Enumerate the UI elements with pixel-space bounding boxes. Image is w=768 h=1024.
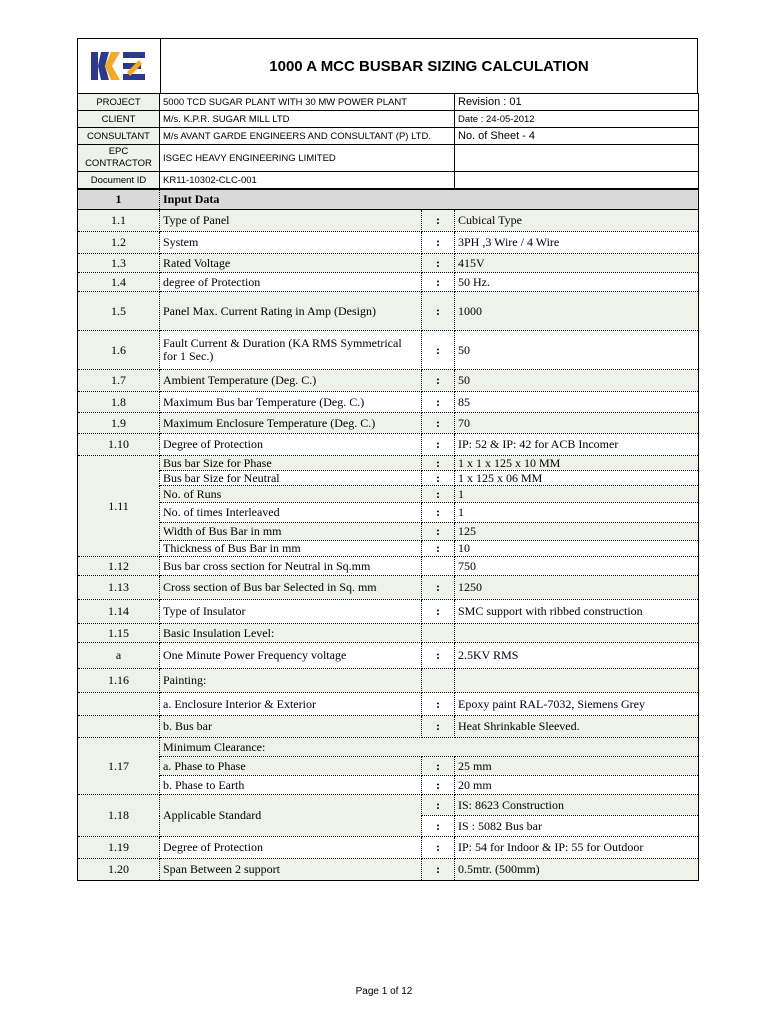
item-label: b. Phase to Earth — [160, 776, 422, 795]
project-row — [78, 94, 699, 111]
colon-separator: : — [422, 716, 455, 738]
item-number: 1.15 — [78, 624, 160, 643]
document-id-label: Document ID — [78, 172, 160, 189]
busbar-row — [78, 523, 699, 541]
data-row — [78, 693, 699, 716]
consultant-row — [78, 128, 699, 145]
client-label: CLIENT — [78, 111, 160, 128]
item-number: 1.17 — [78, 738, 160, 795]
colon-separator: : — [422, 254, 455, 273]
item-number: 1.8 — [78, 392, 160, 413]
client-value: M/s. K.P.R. SUGAR MILL LTD — [160, 111, 455, 128]
colon-separator: : — [422, 541, 455, 557]
item-value: 2.5KV RMS — [455, 643, 699, 669]
item-number: 1.9 — [78, 413, 160, 434]
item-value: Cubical Type — [455, 210, 699, 232]
busbar-row — [78, 541, 699, 557]
data-row — [78, 434, 699, 456]
data-row — [78, 859, 699, 881]
clearance-row — [78, 757, 699, 776]
epc-row — [78, 145, 699, 172]
item-number: 1.2 — [78, 232, 160, 254]
colon-separator: : — [422, 576, 455, 600]
item-label: Maximum Enclosure Temperature (Deg. C.) — [160, 413, 422, 434]
item-label: Degree of Protection — [160, 434, 422, 456]
item-value: 25 mm — [455, 757, 699, 776]
ike-logo-icon — [87, 46, 151, 86]
sheet-count: No. of Sheet - 4 — [455, 128, 699, 145]
item-value: 1000 — [455, 292, 699, 331]
item-value: 415V — [455, 254, 699, 273]
data-row — [78, 331, 699, 370]
colon-separator: : — [422, 643, 455, 669]
standard-row — [78, 795, 699, 816]
busbar-row — [78, 471, 699, 486]
item-label: Thickness of Bus Bar in mm — [160, 541, 422, 557]
consultant-value: M/s AVANT GARDE ENGINEERS AND CONSULTANT (P) LTD. — [160, 128, 455, 145]
data-row — [78, 232, 699, 254]
document-title: 1000 A MCC BUSBAR SIZING CALCULATION — [269, 57, 589, 75]
data-row — [78, 254, 699, 273]
company-logo — [78, 39, 161, 93]
data-row — [78, 292, 699, 331]
item-label: b. Bus bar — [160, 716, 422, 738]
colon-separator: : — [422, 795, 455, 816]
clearance-row — [78, 776, 699, 795]
item-label: No. of times Interleaved — [160, 503, 422, 523]
client-row — [78, 111, 699, 128]
colon-separator: : — [422, 232, 455, 254]
item-label: Rated Voltage — [160, 254, 422, 273]
data-row — [78, 210, 699, 232]
busbar-row — [78, 456, 699, 471]
item-value: 125 — [455, 523, 699, 541]
colon-separator — [422, 669, 455, 693]
item-value: 0.5mtr. (500mm) — [455, 859, 699, 881]
item-value: Heat Shrinkable Sleeved. — [455, 716, 699, 738]
item-number — [78, 716, 160, 738]
item-value: 1250 — [455, 576, 699, 600]
colon-separator: : — [422, 392, 455, 413]
item-value: 1 x 1 x 125 x 10 MM — [455, 456, 699, 471]
colon-separator: : — [422, 776, 455, 795]
item-label: Width of Bus Bar in mm — [160, 523, 422, 541]
colon-separator — [422, 624, 455, 643]
colon-separator: : — [422, 434, 455, 456]
colon-separator: : — [422, 273, 455, 292]
item-label: Degree of Protection — [160, 837, 422, 859]
document-sheet — [77, 38, 698, 881]
colon-separator: : — [422, 292, 455, 331]
item-value: 10 — [455, 541, 699, 557]
colon-separator: : — [422, 693, 455, 716]
colon-separator: : — [422, 370, 455, 392]
data-row — [78, 716, 699, 738]
item-number: 1.11 — [78, 456, 160, 557]
item-label: Minimum Clearance: — [160, 738, 699, 757]
item-value: 50 — [455, 370, 699, 392]
item-value: 750 — [455, 557, 699, 576]
item-number: 1.7 — [78, 370, 160, 392]
item-label: Basic Insulation Level: — [160, 624, 422, 643]
item-number: 1.13 — [78, 576, 160, 600]
item-value: 85 — [455, 392, 699, 413]
item-number — [78, 693, 160, 716]
item-label: Painting: — [160, 669, 422, 693]
empty-cell — [455, 172, 699, 189]
item-number: 1.6 — [78, 331, 160, 370]
item-value: IP: 54 for Indoor & IP: 55 for Outdoor — [455, 837, 699, 859]
item-value: IP: 52 & IP: 42 for ACB Incomer — [455, 434, 699, 456]
item-label: System — [160, 232, 422, 254]
colon-separator: : — [422, 471, 455, 486]
colon-separator: : — [422, 456, 455, 471]
page-number: Page 1 of 12 — [355, 986, 413, 997]
data-row — [78, 413, 699, 434]
item-number: 1.18 — [78, 795, 160, 837]
item-value: 70 — [455, 413, 699, 434]
colon-separator: : — [422, 210, 455, 232]
item-label: Fault Current & Duration (KA RMS Symmetrical for 1 Sec.) — [160, 331, 422, 370]
item-value: Epoxy paint RAL-7032, Siemens Grey — [455, 693, 699, 716]
revision: Revision : 01 — [455, 94, 699, 111]
colon-separator: : — [422, 503, 455, 523]
document-id-value: KR11-10302-CLC-001 — [160, 172, 455, 189]
item-number: 1.12 — [78, 557, 160, 576]
item-value: IS : 5082 Bus bar — [455, 816, 699, 837]
date: Date : 24-05-2012 — [455, 111, 699, 128]
colon-separator — [422, 557, 455, 576]
item-label: degree of Protection — [160, 273, 422, 292]
colon-separator: : — [422, 816, 455, 837]
item-value: SMC support with ribbed construction — [455, 600, 699, 624]
item-value: 3PH ,3 Wire / 4 Wire — [455, 232, 699, 254]
item-label: Type of Panel — [160, 210, 422, 232]
section-title: Input Data — [160, 190, 699, 210]
item-value: 20 mm — [455, 776, 699, 795]
item-label: Ambient Temperature (Deg. C.) — [160, 370, 422, 392]
clearance-title-row — [78, 738, 699, 757]
item-number: a — [78, 643, 160, 669]
project-value: 5000 TCD SUGAR PLANT WITH 30 MW POWER PLANT — [160, 94, 455, 111]
item-number: 1.16 — [78, 669, 160, 693]
item-value: 1 — [455, 503, 699, 523]
busbar-row — [78, 486, 699, 503]
document-id-row — [78, 172, 699, 189]
colon-separator: : — [422, 523, 455, 541]
item-label: Panel Max. Current Rating in Amp (Design) — [160, 292, 422, 331]
item-label: Bus bar Size for Neutral — [160, 471, 422, 486]
colon-separator: : — [422, 413, 455, 434]
data-row — [78, 624, 699, 643]
colon-separator: : — [422, 331, 455, 370]
item-label: Applicable Standard — [160, 795, 422, 837]
data-row — [78, 392, 699, 413]
item-number: 1.20 — [78, 859, 160, 881]
data-row — [78, 837, 699, 859]
epc-label: EPC CONTRACTOR — [78, 145, 160, 172]
busbar-row — [78, 503, 699, 523]
data-row — [78, 576, 699, 600]
item-label: a. Enclosure Interior & Exterior — [160, 693, 422, 716]
colon-separator: : — [422, 859, 455, 881]
item-number: 1.3 — [78, 254, 160, 273]
item-value: 50 Hz. — [455, 273, 699, 292]
data-row — [78, 669, 699, 693]
colon-separator: : — [422, 600, 455, 624]
item-number: 1.19 — [78, 837, 160, 859]
item-number: 1.1 — [78, 210, 160, 232]
colon-separator: : — [422, 837, 455, 859]
epc-value: ISGEC HEAVY ENGINEERING LIMITED — [160, 145, 455, 172]
input-data-table — [77, 189, 699, 881]
consultant-label: CONSULTANT — [78, 128, 160, 145]
section-number: 1 — [78, 190, 160, 210]
item-label: a. Phase to Phase — [160, 757, 422, 776]
item-value: 1 x 125 x 06 MM — [455, 471, 699, 486]
item-number: 1.5 — [78, 292, 160, 331]
data-row — [78, 273, 699, 292]
item-value: IS: 8623 Construction — [455, 795, 699, 816]
item-label: Span Between 2 support — [160, 859, 422, 881]
document-header — [77, 38, 698, 93]
colon-separator: : — [422, 486, 455, 503]
data-row — [78, 370, 699, 392]
item-value — [455, 669, 699, 693]
item-label: No. of Runs — [160, 486, 422, 503]
data-row — [78, 557, 699, 576]
project-label: PROJECT — [78, 94, 160, 111]
item-number: 1.4 — [78, 273, 160, 292]
colon-separator: : — [422, 757, 455, 776]
meta-table — [77, 93, 699, 189]
item-label: Bus bar Size for Phase — [160, 456, 422, 471]
item-value — [455, 624, 699, 643]
section-row — [78, 190, 699, 210]
data-row — [78, 600, 699, 624]
item-number: 1.14 — [78, 600, 160, 624]
item-number: 1.10 — [78, 434, 160, 456]
empty-cell — [455, 145, 699, 172]
data-row — [78, 643, 699, 669]
item-value: 1 — [455, 486, 699, 503]
item-label: Bus bar cross section for Neutral in Sq.mm — [160, 557, 422, 576]
item-value: 50 — [455, 331, 699, 370]
item-label: One Minute Power Frequency voltage — [160, 643, 422, 669]
item-label: Type of Insulator — [160, 600, 422, 624]
item-label: Maximum Bus bar Temperature (Deg. C.) — [160, 392, 422, 413]
item-label: Cross section of Bus bar Selected in Sq. mm — [160, 576, 422, 600]
